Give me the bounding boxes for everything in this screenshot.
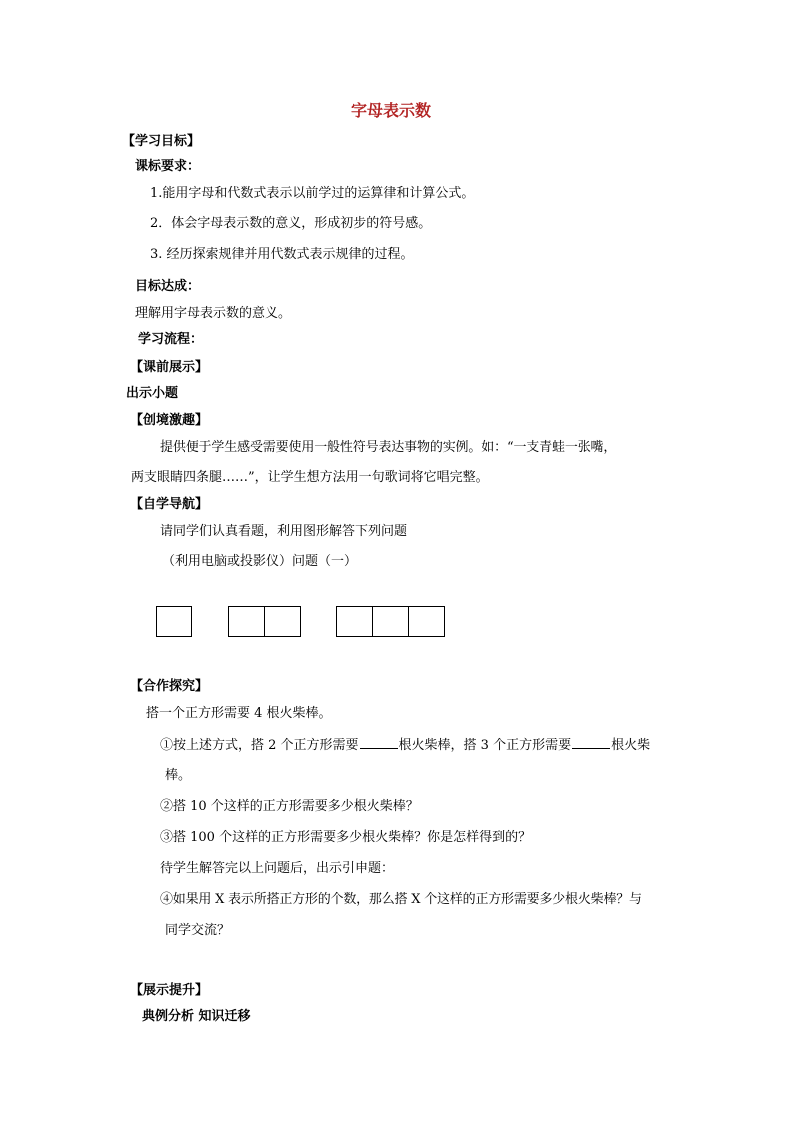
scenario-line-1: 提供便于学生感受需要使用一般性符号表达事物的实例。如：“一支青蛙一张嘴， <box>160 440 617 455</box>
question-1 <box>160 737 650 754</box>
self-study-header: 【自学导航】 <box>130 497 209 512</box>
answer-blank-2[interactable] <box>572 737 610 749</box>
question-2: ②搭 10 个这样的正方形需要多少根火柴棒？ <box>160 799 419 814</box>
answer-blank-1[interactable] <box>360 737 398 749</box>
target-label: 目标达成： <box>135 279 201 294</box>
preview-text: 出示小题 <box>126 386 179 401</box>
question-1-line-2: 棒。 <box>165 768 192 783</box>
scenario-header: 【创境激趣】 <box>130 413 209 428</box>
curriculum-item-1: 1.能用字母和代数式表示以前学过的运算律和计算公式。 <box>150 186 475 201</box>
show-text: 典例分析 知识迁移 <box>142 1009 251 1024</box>
question-3: ③搭 100 个这样的正方形需要多少根火柴棒？你是怎样得到的？ <box>160 830 532 845</box>
page-title: 字母表示数 <box>351 101 432 120</box>
coop-header: 【合作探究】 <box>130 679 209 694</box>
square-cell <box>336 606 373 637</box>
scenario-line-2: 两支眼睛四条腿……”，让学生想方法用一句歌词将它唱完整。 <box>131 470 489 485</box>
square-cell <box>156 606 192 637</box>
followup-text: 待学生解答完以上问题后，出示引申题： <box>160 861 395 876</box>
goals-header: 【学习目标】 <box>122 134 201 149</box>
question-1-part-2: 根火柴棒，搭 3 个正方形需要 <box>398 738 572 753</box>
square-cell <box>228 606 265 637</box>
curriculum-item-3: 3. 经历探索规律并用代数式表示规律的过程。 <box>150 247 414 262</box>
question-4-line-2: 同学交流？ <box>165 923 231 938</box>
self-study-line-2: （利用电脑或投影仪）问题（一） <box>162 554 358 569</box>
question-4-line-1: ④如果用 X 表示所搭正方形的个数，那么搭 X 个这样的正方形需要多少根火柴棒？与 <box>160 892 642 907</box>
square-cell <box>408 606 445 637</box>
coop-intro: 搭一个正方形需要 4 根火柴棒。 <box>146 706 332 721</box>
square-cell <box>264 606 301 637</box>
target-text: 理解用字母表示数的意义。 <box>135 306 292 321</box>
question-1-part-3: 根火柴 <box>611 738 651 753</box>
self-study-line-1: 请同学们认真看题，利用图形解答下列问题 <box>160 524 408 539</box>
curriculum-item-2: 2．体会字母表示数的意义，形成初步的符号感。 <box>150 216 432 231</box>
process-label: 学习流程： <box>138 332 204 347</box>
curriculum-label: 课标要求： <box>135 159 201 174</box>
question-1-part-1: ①按上述方式，搭 2 个正方形需要 <box>160 738 359 753</box>
square-cell <box>372 606 409 637</box>
show-header: 【展示提升】 <box>130 983 209 998</box>
preview-header: 【课前展示】 <box>130 360 209 375</box>
